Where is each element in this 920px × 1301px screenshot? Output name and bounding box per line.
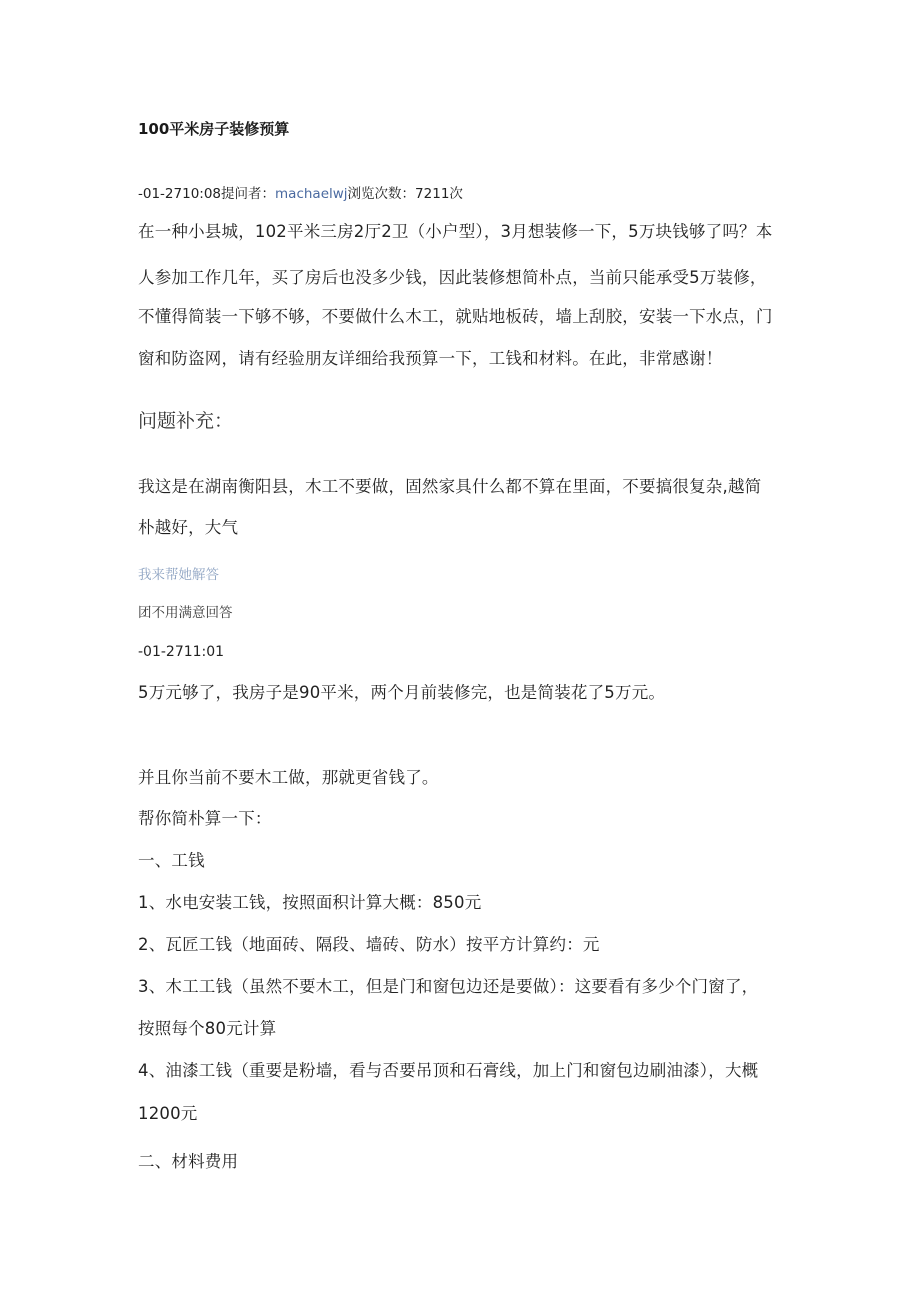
answer-line: 3、木工工钱（虽然不要木工，但是门和窗包边还是要做）：这要看有多少个门窗了， (138, 977, 759, 996)
supplement-line: 朴越好，大气 (138, 518, 239, 537)
answer-line: 二、材料费用 (138, 1152, 239, 1171)
views-label: 浏览次数： (347, 186, 416, 202)
supplement-heading: 问题补充： (138, 410, 234, 432)
answer-date: -01-2711:01 (138, 644, 225, 660)
answer-line: 帮你简朴算一下： (138, 809, 272, 828)
views-count: 7211次 (415, 186, 463, 202)
answer-line: 4、油漆工钱（重要是粉墙，看与否要吊顶和石膏线，加上门和窗包边刷油漆），大概 (138, 1061, 759, 1080)
question-line: 在一种小县城，102平米三房2厅2卫（小户型），3月想装修一下，5万块钱够了吗？本 (138, 222, 773, 241)
document-title: 100平米房子装修预算 (138, 120, 290, 138)
question-date: -01-2710:08 (138, 186, 222, 202)
satisfied-answer-label: 团不用满意回答 (138, 605, 233, 621)
answer-line: 一、工钱 (138, 851, 205, 870)
answer-line: 并且你当前不要木工做，那就更省钱了。 (138, 768, 439, 787)
asker-username[interactable]: machaelwj (275, 186, 348, 202)
question-line: 窗和防盗网，请有经验朋友详细给我预算一下，工钱和材料。在此，非常感谢！ (138, 349, 723, 368)
answer-line: 按照每个80元计算 (138, 1019, 277, 1038)
question-line: 不懂得简装一下够不够，不要做什么木工，就贴地板砖，墙上刮胶，安装一下水点，门 (138, 307, 773, 326)
question-line: 人参加工作几年，买了房后也没多少钱，因此装修想简朴点，当前只能承受5万装修， (138, 268, 767, 287)
answer-line: 1200元 (138, 1104, 198, 1123)
answer-line: 1、水电安装工钱，按照面积计算大概：850元 (138, 893, 482, 912)
asker-label: 提问者： (221, 186, 276, 202)
answer-line: 5万元够了，我房子是90平米，两个月前装修完，也是简装花了5万元。 (138, 683, 666, 702)
question-meta (138, 182, 463, 202)
supplement-line: 我这是在湖南衡阳县，木工不要做，固然家具什么都不算在里面，不要搞很复杂,越简 (138, 477, 762, 496)
answer-line: 2、瓦匠工钱（地面砖、隔段、墙砖、防水）按平方计算约：元 (138, 935, 600, 954)
help-answer-link[interactable]: 我来帮她解答 (138, 567, 219, 583)
